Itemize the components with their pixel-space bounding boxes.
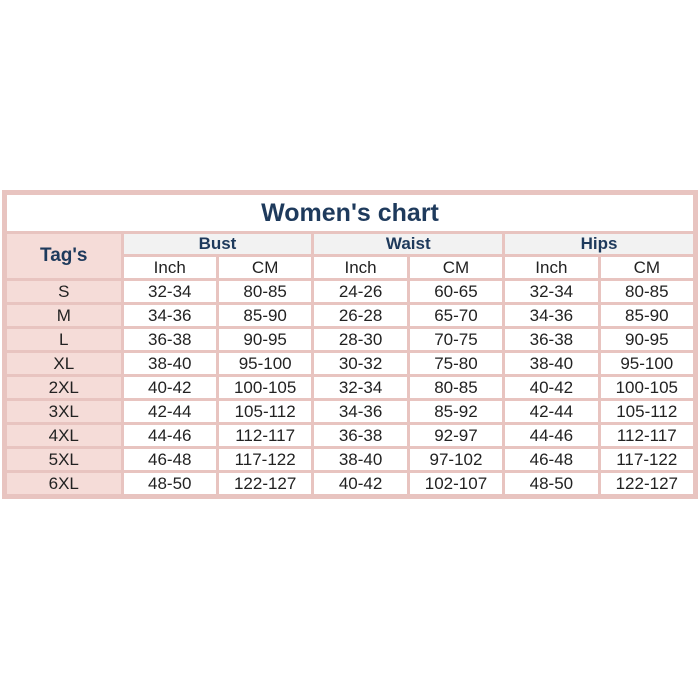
size-chart bbox=[2, 190, 698, 499]
measurement-cell: 117-122 bbox=[219, 449, 311, 470]
measurement-cell: 112-117 bbox=[219, 425, 311, 446]
measurement-cell: 90-95 bbox=[601, 329, 693, 350]
measurement-cell: 122-127 bbox=[601, 473, 693, 494]
measurement-cell: 38-40 bbox=[314, 449, 406, 470]
measurement-cell: 40-42 bbox=[505, 377, 597, 398]
table-row bbox=[7, 377, 693, 398]
measurement-cell: 48-50 bbox=[124, 473, 216, 494]
measurement-cell: 117-122 bbox=[601, 449, 693, 470]
group-header-row bbox=[7, 234, 693, 254]
unit-header: CM bbox=[410, 257, 502, 278]
measurement-cell: 36-38 bbox=[124, 329, 216, 350]
measurement-cell: 36-38 bbox=[505, 329, 597, 350]
size-tag: L bbox=[7, 329, 121, 350]
table-row bbox=[7, 353, 693, 374]
size-tag: 6XL bbox=[7, 473, 121, 494]
size-tag: M bbox=[7, 305, 121, 326]
measurement-cell: 80-85 bbox=[410, 377, 502, 398]
measurement-cell: 85-90 bbox=[601, 305, 693, 326]
measurement-cell: 40-42 bbox=[124, 377, 216, 398]
measurement-cell: 105-112 bbox=[601, 401, 693, 422]
measurement-cell: 122-127 bbox=[219, 473, 311, 494]
measurement-cell: 90-95 bbox=[219, 329, 311, 350]
measurement-cell: 36-38 bbox=[314, 425, 406, 446]
measurement-cell: 34-36 bbox=[124, 305, 216, 326]
measurement-cell: 85-92 bbox=[410, 401, 502, 422]
unit-header: Inch bbox=[314, 257, 406, 278]
measurement-cell: 100-105 bbox=[601, 377, 693, 398]
table-row bbox=[7, 449, 693, 470]
measurement-cell: 32-34 bbox=[314, 377, 406, 398]
measurement-cell: 70-75 bbox=[410, 329, 502, 350]
measurement-cell: 65-70 bbox=[410, 305, 502, 326]
measurement-cell: 40-42 bbox=[314, 473, 406, 494]
measurement-cell: 92-97 bbox=[410, 425, 502, 446]
measurement-cell: 34-36 bbox=[505, 305, 597, 326]
measurement-cell: 34-36 bbox=[314, 401, 406, 422]
size-tag: 2XL bbox=[7, 377, 121, 398]
measurement-cell: 38-40 bbox=[124, 353, 216, 374]
measurement-cell: 42-44 bbox=[124, 401, 216, 422]
measurement-cell: 60-65 bbox=[410, 281, 502, 302]
measurement-cell: 32-34 bbox=[124, 281, 216, 302]
measurement-cell: 46-48 bbox=[505, 449, 597, 470]
table-row bbox=[7, 425, 693, 446]
measurement-cell: 95-100 bbox=[219, 353, 311, 374]
table-row bbox=[7, 305, 693, 326]
tag-header: Tag's bbox=[7, 234, 121, 278]
measurement-cell: 48-50 bbox=[505, 473, 597, 494]
measurement-cell: 112-117 bbox=[601, 425, 693, 446]
table-row bbox=[7, 281, 693, 302]
measurement-cell: 44-46 bbox=[505, 425, 597, 446]
measurement-cell: 85-90 bbox=[219, 305, 311, 326]
measurement-cell: 38-40 bbox=[505, 353, 597, 374]
hips-header: Hips bbox=[505, 234, 693, 254]
measurement-cell: 80-85 bbox=[601, 281, 693, 302]
measurement-cell: 32-34 bbox=[505, 281, 597, 302]
measurement-cell: 42-44 bbox=[505, 401, 597, 422]
measurement-cell: 30-32 bbox=[314, 353, 406, 374]
size-tag: 5XL bbox=[7, 449, 121, 470]
bust-header: Bust bbox=[124, 234, 312, 254]
measurement-cell: 24-26 bbox=[314, 281, 406, 302]
measurement-cell: 95-100 bbox=[601, 353, 693, 374]
size-tag: XL bbox=[7, 353, 121, 374]
table-row bbox=[7, 329, 693, 350]
table-row bbox=[7, 473, 693, 494]
size-tag: 3XL bbox=[7, 401, 121, 422]
measurement-cell: 97-102 bbox=[410, 449, 502, 470]
unit-header: Inch bbox=[505, 257, 597, 278]
measurement-cell: 100-105 bbox=[219, 377, 311, 398]
size-tag: 4XL bbox=[7, 425, 121, 446]
measurement-cell: 105-112 bbox=[219, 401, 311, 422]
unit-header: CM bbox=[219, 257, 311, 278]
measurement-cell: 26-28 bbox=[314, 305, 406, 326]
measurement-cell: 28-30 bbox=[314, 329, 406, 350]
measurement-cell: 44-46 bbox=[124, 425, 216, 446]
measurement-cell: 102-107 bbox=[410, 473, 502, 494]
measurement-cell: 46-48 bbox=[124, 449, 216, 470]
size-table bbox=[4, 192, 696, 497]
unit-header: CM bbox=[601, 257, 693, 278]
measurement-cell: 80-85 bbox=[219, 281, 311, 302]
waist-header: Waist bbox=[314, 234, 502, 254]
title-row bbox=[7, 195, 693, 231]
unit-header: Inch bbox=[124, 257, 216, 278]
measurement-cell: 75-80 bbox=[410, 353, 502, 374]
size-tag: S bbox=[7, 281, 121, 302]
chart-title: Women's chart bbox=[7, 195, 693, 231]
table-row bbox=[7, 401, 693, 422]
